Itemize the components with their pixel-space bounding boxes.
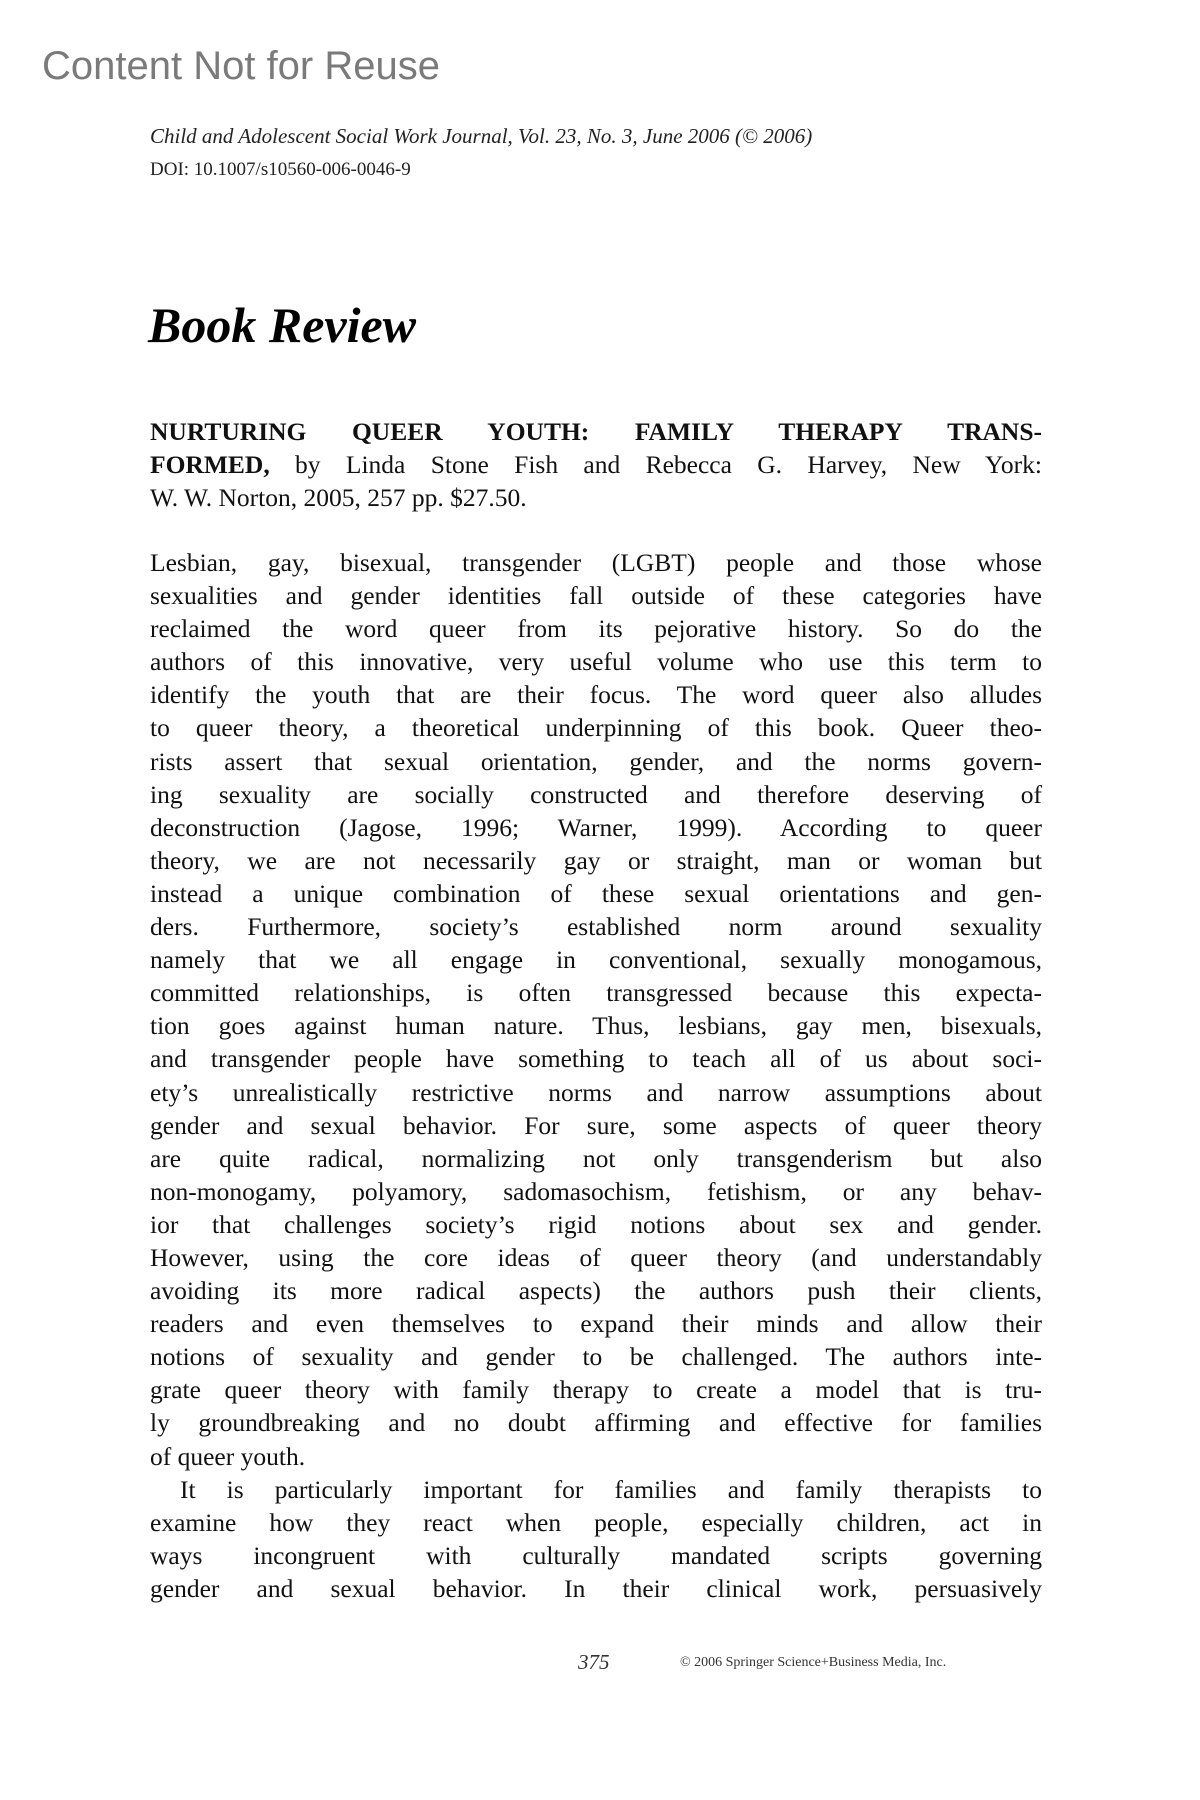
body-text-line: ior that challenges society’s rigid notions about sex and gender. bbox=[150, 1209, 1042, 1239]
body-text-line: ety’s unrealistically restrictive norms and narrow assumptions about bbox=[150, 1077, 1042, 1107]
body-text-line: sexualities and gender identities fall outside of these categories have bbox=[150, 581, 1042, 611]
body-text-line: deconstruction (Jagose, 1996; Warner, 1999). According to queer bbox=[150, 812, 1042, 842]
watermark: Content Not for Reuse bbox=[42, 44, 440, 88]
journal-citation: Child and Adolescent Social Work Journal, Vol. 23, No. 3, June 2006 (© 2006) bbox=[150, 124, 813, 148]
book-publisher-line: W. W. Norton, 2005, 257 pp. $27.50. bbox=[150, 483, 527, 513]
body-text-line: grate queer theory with family therapy to create a model that is tru- bbox=[150, 1375, 1042, 1405]
body-text-line: non-monogamy, polyamory, sadomasochism, fetishism, or any behav- bbox=[150, 1176, 1042, 1206]
book-title-line bbox=[150, 415, 1042, 448]
body-text-line: theory, we are not necessarily gay or straight, man or woman but bbox=[150, 845, 1042, 875]
book-title-end: FORMED, bbox=[150, 450, 270, 480]
copyright-notice: © 2006 Springer Science+Business Media, Inc. bbox=[680, 1655, 947, 1670]
body-text-line: and transgender people have something to teach all of us about soci- bbox=[150, 1044, 1042, 1074]
body-text-line: rists assert that sexual orientation, gender, and the norms govern- bbox=[150, 746, 1042, 776]
body-text-line: instead a unique combination of these sexual orientations and gen- bbox=[150, 878, 1042, 908]
body-text-line: ways incongruent with culturally mandated scripts governing bbox=[150, 1540, 1042, 1570]
body-text-line: notions of sexuality and gender to be challenged. The authors inte- bbox=[150, 1342, 1042, 1372]
body-text-line: authors of this innovative, very useful volume who use this term to bbox=[150, 647, 1042, 677]
body-text-line: committed relationships, is often transgressed because this expecta- bbox=[150, 978, 1042, 1008]
body-text-line: readers and even themselves to expand their minds and allow their bbox=[150, 1309, 1042, 1339]
body-text-line: identify the youth that are their focus. The word queer also alludes bbox=[150, 680, 1042, 710]
body-text-line: examine how they react when people, especially children, act in bbox=[150, 1507, 1042, 1537]
body-text-line: It is particularly important for families and family therapists to bbox=[180, 1474, 1042, 1504]
body-text-line: gender and sexual behavior. For sure, some aspects of queer theory bbox=[150, 1110, 1042, 1140]
book-citation-line bbox=[150, 448, 1042, 481]
body-text-line: ing sexuality are socially constructed and therefore deserving of bbox=[150, 779, 1042, 809]
body-text-line: However, using the core ideas of queer theory (and understandably bbox=[150, 1242, 1042, 1272]
body-text-line: are quite radical, normalizing not only transgenderism but also bbox=[150, 1143, 1042, 1173]
body-text-line: namely that we all engage in conventional, sexually monogamous, bbox=[150, 945, 1042, 975]
review-body bbox=[150, 546, 1042, 1605]
body-text-line: gender and sexual behavior. In their clinical work, persuasively bbox=[150, 1573, 1042, 1603]
body-text-line: ly groundbreaking and no doubt affirming and effective for families bbox=[150, 1408, 1042, 1438]
book-authors: by Linda Stone Fish and Rebecca G. Harvey, New York: bbox=[269, 450, 1042, 480]
body-text-line: tion goes against human nature. Thus, lesbians, gay men, bisexuals, bbox=[150, 1011, 1042, 1041]
book-title: NURTURING QUEER YOUTH: FAMILY THERAPY TRANS- bbox=[150, 417, 1042, 446]
body-text-line: Lesbian, gay, bisexual, transgender (LGBT) people and those whose bbox=[150, 548, 1042, 577]
body-text-line: to queer theory, a theoretical underpinning of this book. Queer theo- bbox=[150, 713, 1042, 743]
doi: DOI: 10.1007/s10560-006-0046-9 bbox=[150, 159, 411, 180]
body-text-line: ders. Furthermore, society’s established norm around sexuality bbox=[150, 912, 1042, 942]
body-text-line: reclaimed the word queer from its pejorative history. So do the bbox=[150, 614, 1042, 644]
body-text-line: avoiding its more radical aspects) the authors push their clients, bbox=[150, 1276, 1042, 1306]
body-text-line: of queer youth. bbox=[150, 1441, 306, 1471]
page-number: 375 bbox=[578, 1650, 610, 1674]
book-citation bbox=[150, 415, 1042, 514]
section-heading: Book Review bbox=[148, 297, 417, 353]
